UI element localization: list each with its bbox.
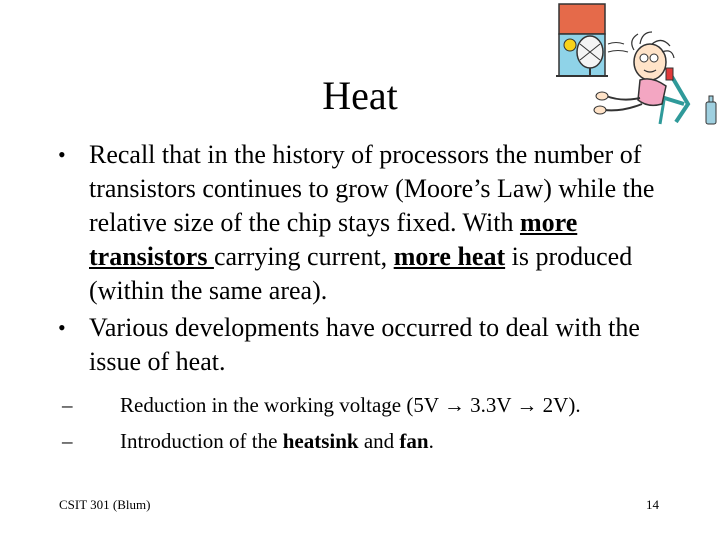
dash-icon: – <box>62 429 73 453</box>
slide-body <box>58 138 678 455</box>
sub-bullet-item <box>62 391 678 419</box>
footer-page-number: 14 <box>646 497 659 512</box>
bullet-text: Recall that in the history of processors the number of transistors continues to grow (Moore’s Law) while the relative size of the chip stays fixed. With more transistors carrying current, more heat is produced (within the same area). <box>89 140 655 305</box>
emphasis-heatsink: heatsink <box>282 429 359 453</box>
sub-bullet-list <box>58 391 678 455</box>
bullet-icon: • <box>58 142 66 167</box>
dash-icon: – <box>62 393 73 417</box>
bullet-icon: • <box>58 315 66 340</box>
bullet-item <box>58 311 678 379</box>
emphasis-more-transistors: more transistors <box>89 208 578 271</box>
sub-bullet-text: Reduction in the working voltage (5V → 3.3V → 2V). <box>120 393 581 417</box>
bullet-text: Various developments have occurred to deal with the issue of heat. <box>89 313 640 376</box>
emphasis-fan: fan <box>399 429 429 453</box>
footer-course: CSIT 301 (Blum) <box>59 497 151 512</box>
emphasis-more-heat: more heat <box>393 242 506 271</box>
sub-bullet-text: Introduction of the heatsink and fan. <box>120 429 434 453</box>
sub-bullet-item <box>62 427 678 455</box>
bullet-item <box>58 138 678 308</box>
hot-person-with-fan-icon <box>548 0 720 130</box>
slide-title: Heat <box>322 73 398 118</box>
